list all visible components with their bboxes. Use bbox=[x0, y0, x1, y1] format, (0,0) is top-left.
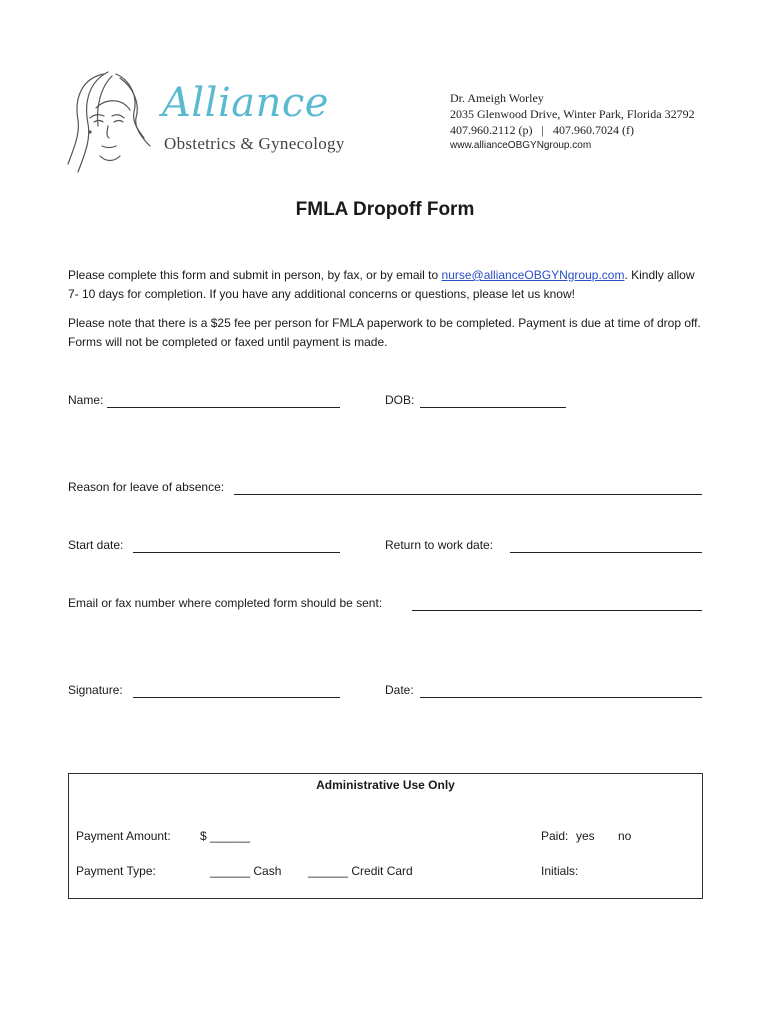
phone-fax: 407.960.2112 (p) | 407.960.7024 (f) bbox=[450, 123, 634, 137]
initials-label: Initials: bbox=[541, 864, 579, 878]
payment-amount-field[interactable]: $ ______ bbox=[200, 829, 251, 843]
dob-field[interactable] bbox=[420, 407, 566, 408]
payment-type-label: Payment Type: bbox=[76, 864, 156, 878]
paid-yes-option[interactable]: yes bbox=[576, 829, 595, 843]
page-title: FMLA Dropoff Form bbox=[295, 199, 475, 220]
paid-no-option[interactable]: no bbox=[618, 829, 632, 843]
paid-label: Paid: bbox=[541, 829, 569, 843]
email-link[interactable]: nurse@allianceOBGYNgroup.com bbox=[441, 268, 625, 282]
name-field[interactable] bbox=[107, 407, 340, 408]
contact-block bbox=[450, 90, 750, 154]
address: 2035 Glenwood Drive, Winter Park, Florida 32792 bbox=[450, 107, 695, 121]
return-date-label: Return to work date: bbox=[385, 538, 494, 552]
woman-face-illustration-icon bbox=[60, 68, 160, 178]
dob-label: DOB: bbox=[385, 393, 415, 407]
doctor-name: Dr. Ameigh Worley bbox=[450, 91, 544, 105]
return-date-field[interactable] bbox=[510, 552, 702, 553]
intro-paragraph bbox=[68, 266, 708, 304]
start-date-field[interactable] bbox=[133, 552, 340, 553]
credit-card-option[interactable]: ______ Credit Card bbox=[308, 864, 413, 878]
reason-field[interactable] bbox=[234, 494, 702, 495]
logo-name: Alliance bbox=[162, 80, 329, 126]
email-fax-label: Email or fax number where completed form should be sent: bbox=[68, 596, 383, 610]
intro-text-after: . Kindly allow 7- 10 days for completion. If you have any additional concerns or questions, please let us know! bbox=[68, 268, 695, 301]
admin-box bbox=[68, 773, 703, 899]
website: www.allianceOBGYNgroup.com bbox=[450, 140, 592, 151]
start-date-label: Start date: bbox=[68, 538, 124, 552]
signature-label: Signature: bbox=[68, 683, 123, 697]
reason-label: Reason for leave of absence: bbox=[68, 480, 225, 494]
payment-amount-label: Payment Amount: bbox=[76, 829, 171, 843]
cash-option[interactable]: ______ Cash bbox=[210, 864, 282, 878]
date-label: Date: bbox=[385, 683, 414, 697]
email-fax-field[interactable] bbox=[412, 610, 702, 611]
name-label: Name: bbox=[68, 393, 104, 407]
intro-text-before: Please complete this form and submit in person, by fax, or by email to bbox=[68, 268, 442, 282]
date-field[interactable] bbox=[420, 697, 702, 698]
signature-field[interactable] bbox=[133, 697, 340, 698]
admin-title: Administrative Use Only bbox=[316, 778, 455, 792]
logo-subtitle: Obstetrics & Gynecology bbox=[164, 134, 345, 153]
logo bbox=[60, 68, 370, 178]
fee-note-paragraph: Please note that there is a $25 fee per person for FMLA paperwork to be completed. Payment is due at time of drop off. Forms will not be completed or faxed until payment is made. bbox=[68, 316, 701, 349]
